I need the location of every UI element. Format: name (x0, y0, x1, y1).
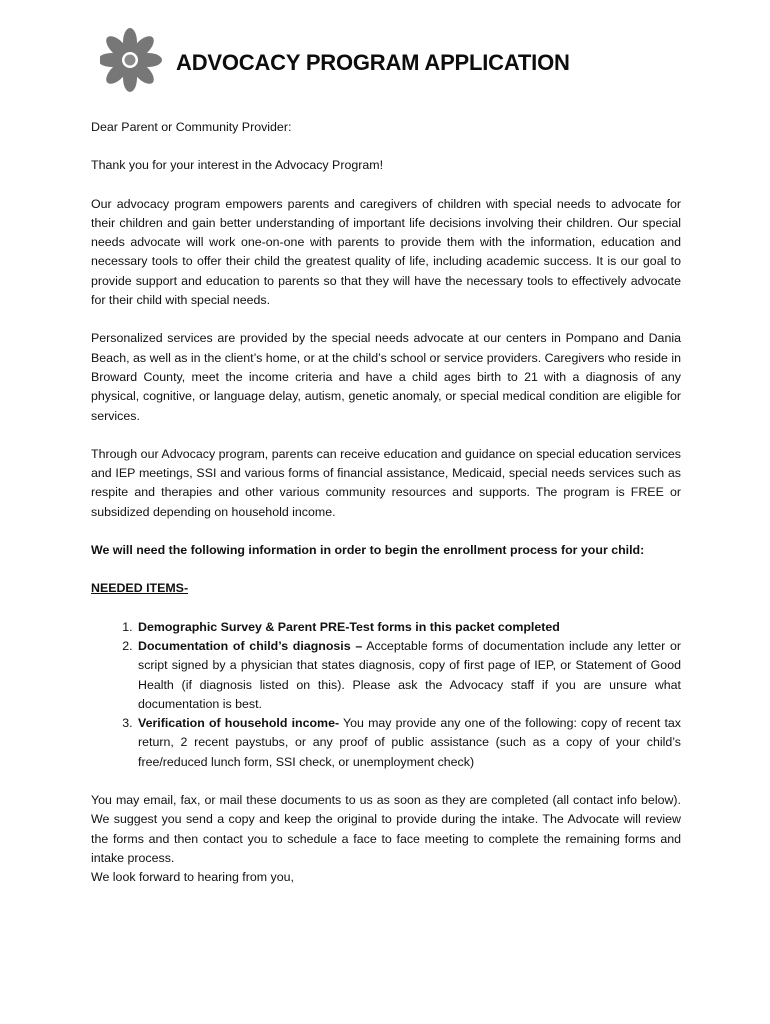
closing-line: We look forward to hearing from you, (91, 870, 294, 885)
enrollment-note: We will need the following information in order to begin the enrollment process for your child: (91, 543, 645, 558)
list-item (136, 637, 681, 714)
item-title: Documentation of child’s diagnosis – (138, 638, 363, 653)
item-title: Verification of household income- (138, 716, 340, 731)
flower-icon (100, 26, 172, 92)
letter-body (91, 118, 681, 888)
submission-paragraph: You may email, fax, or mail these documents to us as soon as they are completed (all contact info below). We suggest you send a copy and keep the original to provide during the intake. The Advocate will review the forms and then contact you to schedule a face to face meeting to complete the remaining forms and intake process. (91, 793, 681, 865)
needed-items-list (91, 618, 681, 772)
item-title: Demographic Survey & Parent PRE-Test forms in this packet completed (138, 619, 560, 634)
list-item (136, 618, 681, 637)
page-title: ADVOCACY PROGRAM APPLICATION (176, 50, 570, 75)
thanks-line: Thank you for your interest in the Advocacy Program! (91, 158, 384, 173)
services-paragraph: Personalized services are provided by the special needs advocate at our centers in Pompano and Dania Beach, as well as in the client’s home, or at the child’s school or service providers. Caregivers who reside in Broward County, meet the income criteria and have a child ages birth to 21 with a diagnosis of any physical, cognitive, or language delay, autism, genetic anomaly, or special medical condition are eligible for services. (91, 331, 681, 423)
program-paragraph: Through our Advocacy program, parents can receive education and guidance on special education services and IEP meetings, SSI and various forms of financial assistance, Medicaid, special needs services such as respite and therapies and other various community resources and supports. The program is FREE or subsidized depending on household income. (91, 446, 681, 519)
item-text: Acceptable forms of documentation include any letter or script signed by a physician that states diagnosis, copy of first page of IEP, or Statement of Good Health (if diagnosis listed on this). Please ask the Advocacy staff if you are unsure what documentation is best. (138, 638, 681, 711)
salutation: Dear Parent or Community Provider: (91, 120, 292, 134)
list-item (136, 714, 681, 772)
intro-paragraph: Our advocacy program empowers parents and caregivers of children with special needs to advocate for their children and gain better understanding of important life decisions involving their children. Our special needs advocate will work one-on-one with parents to provide them with the information, education and necessary tools to offer their child the greatest quality of life, including academic success. It is our goal to provide support and education to parents so that they will have the necessary tools to effectively advocate for their child with special needs. (91, 196, 681, 308)
item-text: You may provide any one of the following: copy of recent tax return, 2 recent paystubs, or any proof of public assistance (such as a copy of your child’s free/reduced lunch form, SSI check, or unemployment check) (138, 716, 681, 769)
needed-items-heading: NEEDED ITEMS- (91, 581, 189, 596)
